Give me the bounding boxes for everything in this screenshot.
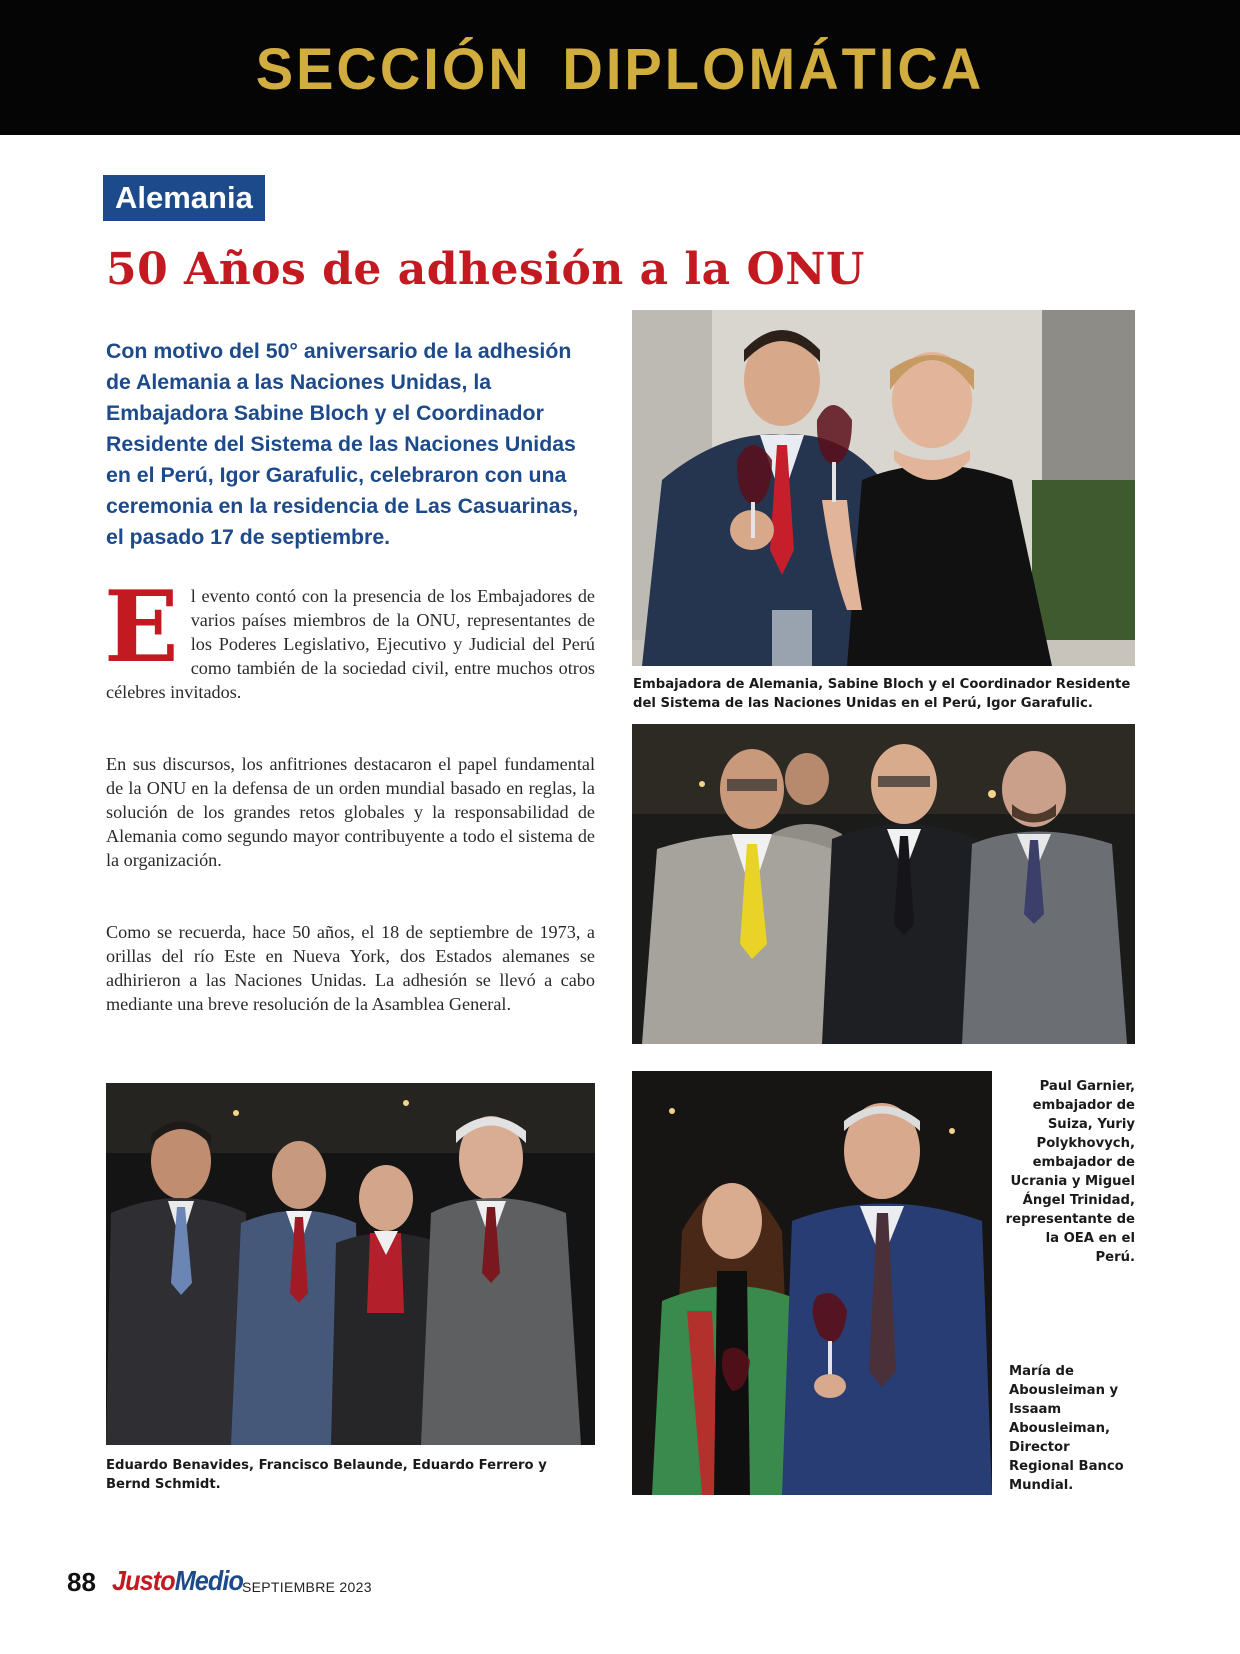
caption-photo-three-ambassadors: Paul Garnier, embajador de Suiza, Yuriy Polykhovych, embajador de Ucrania y Miguel Ángel Trinidad, representante de la OEA en el Perú. [1005, 1079, 1135, 1265]
photo-three-ambassadors [632, 724, 1135, 1044]
paragraph-1-text: l evento contó con la presencia de los Embajadores de varios países miembros de la ONU, representantes de los Poderes Legislativo, Ejecutivo y Judicial del Perú como también de la sociedad civil, entre muchos otros célebres invitados. [106, 586, 595, 702]
magazine-logo [112, 1565, 243, 1597]
photo-ambassador-toast [632, 310, 1135, 666]
photo-four-guests [106, 1083, 595, 1445]
article-paragraph-3: Como se recuerda, hace 50 años, el 18 de septiembre de 1973, a orillas del río Este en Nueva York, dos Estados alemanes se adhirieron a las Naciones Unidas. La adhesión se llevó a cabo mediante una breve resolución de la Asamblea General. [106, 922, 595, 1014]
caption-photo-abousleiman-couple: María de Abousleiman y Issaam Abousleiman, Director Regional Banco Mundial. [1009, 1364, 1124, 1493]
section-header-bar [0, 0, 1240, 135]
logo-part-medio: Medio [174, 1565, 244, 1596]
drop-cap: E [104, 570, 179, 685]
section-title: SECCIÓN DIPLOMÁTICA [255, 35, 985, 102]
photo-abousleiman-couple [632, 1071, 992, 1495]
caption-photo-four-guests: Eduardo Benavides, Francisco Belaunde, Eduardo Ferrero y Bernd Schmidt. [106, 1458, 547, 1492]
logo-part-justo: Justo [112, 1565, 175, 1596]
issue-date: SEPTIEMBRE 2023 [242, 1579, 372, 1595]
article-lead: Con motivo del 50° aniversario de la adhesión de Alemania a las Naciones Unidas, la Embajadora Sabine Bloch y el Coordinador Residente del Sistema de las Naciones Unidas en el Perú, Igor Garafulic, celebraron con una ceremonia en la residencia de Las Casuarinas, el pasado 17 de septiembre. [106, 339, 579, 549]
country-tag: Alemania [103, 175, 265, 221]
article-paragraph-1 [104, 570, 595, 704]
caption-photo-ambassador-toast: Embajadora de Alemania, Sabine Bloch y el Coordinador Residente del Sistema de las Naciones Unidas en el Perú, Igor Garafulic. [633, 677, 1131, 711]
page-number: 88 [67, 1567, 96, 1597]
article-paragraph-2: En sus discursos, los anfitriones destacaron el papel fundamental de la ONU en la defensa de un orden mundial basado en reglas, la solución de los grandes retos globales y la responsabilidad de Alemania como segundo mayor contribuyente a todo el sistema de la organización. [106, 754, 595, 870]
article-headline: 50 Años de adhesión a la ONU [106, 244, 865, 295]
